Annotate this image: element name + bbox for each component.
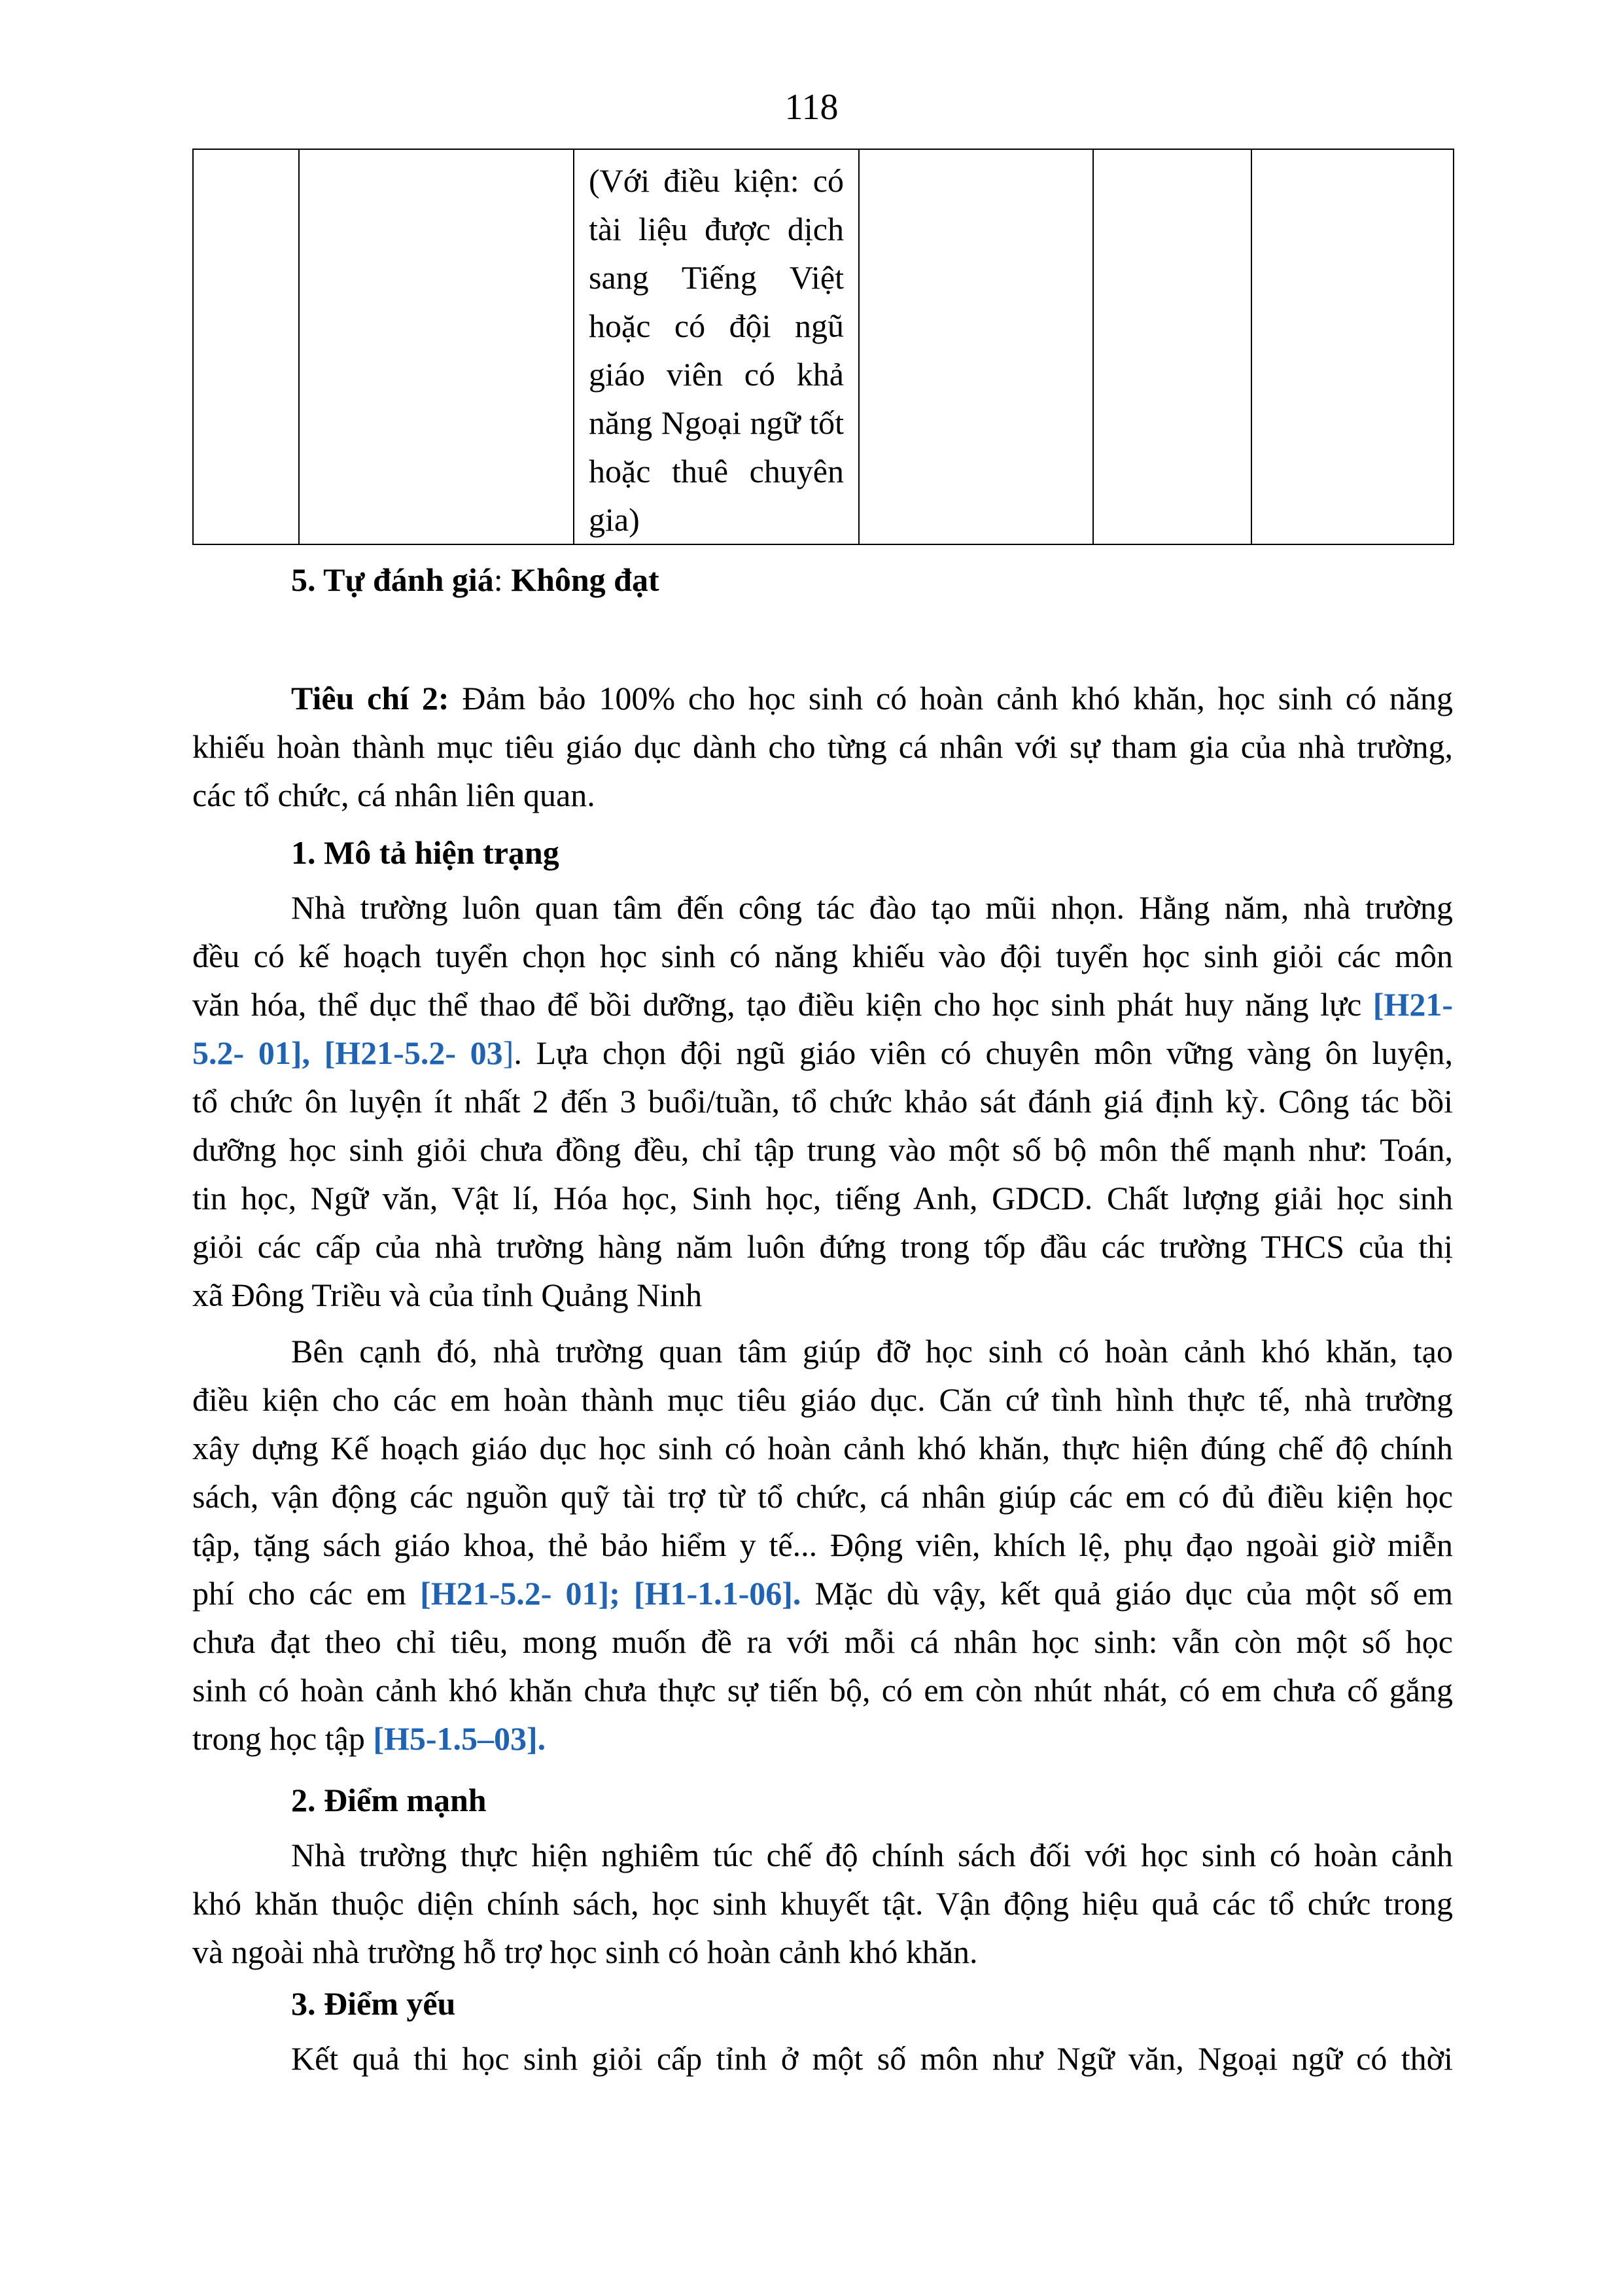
paragraph-line: điều kiện cho các em hoàn thành mục tiêu giáo dục. Căn cứ tình hình thực tế, nhà trường — [192, 1381, 1453, 1418]
table-cell — [1093, 149, 1251, 544]
table-cell — [193, 149, 299, 544]
text-run: phí cho các em — [192, 1575, 421, 1612]
paragraph — [192, 883, 1453, 1319]
condition-line: gia) — [589, 501, 640, 538]
paragraph-line: chưa đạt theo chỉ tiêu, mong muốn đề ra với mỗi cá nhân học sinh: vẫn còn một số học — [192, 1623, 1453, 1660]
evidence-ref-end: ] — [502, 1034, 514, 1071]
paragraph-line: tổ chức ôn luyện ít nhất 2 đến 3 buổi/tuần, tổ chức khảo sát đánh giá định kỳ. Công tác bồi — [192, 1083, 1453, 1120]
table-cell — [299, 149, 574, 544]
paragraph-line — [192, 980, 1453, 1029]
evidence-ref: [H21- — [1372, 986, 1453, 1023]
continuation-table — [192, 149, 1454, 545]
criterion-line: khiếu hoàn thành mục tiêu giáo dục dành cho từng cá nhân với sự tham gia của nhà trường, — [192, 728, 1453, 765]
self-assessment-label: 5. Tự đánh giá — [291, 561, 494, 598]
table-cell — [1251, 149, 1454, 544]
condition-line: hoặc thuê chuyên — [589, 453, 844, 489]
condition-line: năng Ngoại ngữ tốt — [589, 404, 844, 441]
paragraph-line: dưỡng học sinh giỏi chưa đồng đều, chỉ tập trung vào một số bộ môn thế mạnh như: Toán, — [192, 1131, 1453, 1168]
paragraph-line: Bên cạnh đó, nhà trường quan tâm giúp đỡ học sinh có hoàn cảnh khó khăn, tạo — [291, 1333, 1453, 1369]
paragraph-line: tin học, Ngữ văn, Vật lí, Hóa học, Sinh học, tiếng Anh, GDCD. Chất lượng giải học sinh — [192, 1180, 1453, 1216]
paragraph-line — [192, 1029, 1453, 1077]
text-run: Mặc dù vậy, kết quả giáo dục của một số em — [801, 1575, 1453, 1612]
paragraph-line: đều có kế hoạch tuyển chọn học sinh có năng khiếu vào đội tuyển học sinh giỏi các môn — [192, 938, 1453, 974]
condition-line: sang Tiếng Việt — [589, 259, 844, 296]
paragraph — [192, 1831, 1453, 1976]
section-weaknesses — [192, 1979, 1453, 2083]
self-assessment — [192, 556, 1453, 604]
evidence-ref: [H21-5.2- 01]; [H1-1.1-06]. — [420, 1575, 801, 1612]
paragraph-line — [192, 1569, 1453, 1617]
section-strengths — [192, 1776, 1453, 1976]
section-current-state — [192, 828, 1453, 1763]
section-heading: 3. Điểm yếu — [291, 1985, 456, 2022]
criterion-block — [192, 674, 1453, 819]
paragraph-line: giỏi các cấp của nhà trường hàng năm luôn đứng trong tốp đầu các trường THCS của thị — [192, 1228, 1453, 1265]
table-cell-condition — [574, 149, 859, 544]
table-cell — [859, 149, 1093, 544]
condition-line: tài liệu được dịch — [589, 211, 844, 247]
paragraph-line: Nhà trường thực hiện nghiêm túc chế độ chính sách đối với học sinh có hoàn cảnh — [291, 1837, 1453, 1873]
criterion-text: Đảm bảo 100% cho học sinh có hoàn cảnh khó khăn, học sinh có năng — [449, 680, 1453, 716]
paragraph-line: tập, tặng sách giáo khoa, thẻ bảo hiểm y tế... Động viên, khích lệ, phụ đạo ngoài giờ miễn — [192, 1527, 1453, 1563]
evidence-ref: [H5-1.5–03]. — [373, 1720, 546, 1757]
condition-text — [574, 150, 858, 544]
page-number: 118 — [784, 87, 839, 128]
table-row — [193, 149, 1454, 544]
condition-line: hoặc có đội ngũ — [589, 308, 844, 344]
self-assessment-separator: : — [493, 561, 512, 598]
paragraph-line: và ngoài nhà trường hỗ trợ học sinh có hoàn cảnh khó khăn. — [192, 1934, 978, 1970]
condition-line: (Với điều kiện: có — [589, 162, 844, 199]
paragraph-line: Kết quả thi học sinh giỏi cấp tỉnh ở một số môn như Ngữ văn, Ngoại ngữ có thời — [291, 2040, 1453, 2077]
paragraph-line: xã Đông Triều và của tỉnh Quảng Ninh — [192, 1277, 703, 1313]
paragraph-line: sinh có hoàn cảnh khó khăn chưa thực sự tiến bộ, có em còn nhút nhát, có em chưa cố gắng — [192, 1672, 1453, 1708]
section-heading: 1. Mô tả hiện trạng — [291, 834, 559, 871]
criterion-line — [192, 674, 1453, 722]
paragraph-line — [192, 1714, 1453, 1763]
text-run: văn hóa, thể dục thể thao để bồi dưỡng, tạo điều kiện cho học sinh phát huy năng lực — [192, 986, 1373, 1023]
condition-line: giáo viên có khả — [589, 356, 844, 393]
criterion-line: các tổ chức, cá nhân liên quan. — [192, 777, 595, 813]
text-run: trong học tập — [192, 1720, 374, 1757]
paragraph-line: xây dựng Kế hoạch giáo dục học sinh có hoàn cảnh khó khăn, thực hiện đúng chế độ chính — [192, 1430, 1453, 1466]
evidence-ref: 5.2- 01], [H21-5.2- 03 — [192, 1034, 503, 1071]
criterion-label: Tiêu chí 2: — [291, 680, 449, 716]
paragraph — [192, 1327, 1453, 1763]
paragraph-line: khó khăn thuộc diện chính sách, học sinh khuyết tật. Vận động hiệu quả các tổ chức trong — [192, 1885, 1453, 1922]
paragraph-line: Nhà trường luôn quan tâm đến công tác đào tạo mũi nhọn. Hằng năm, nhà trường — [291, 889, 1453, 926]
paragraph-line: sách, vận động các nguồn quỹ tài trợ từ tổ chức, cá nhân giúp các em có đủ điều kiện học — [192, 1478, 1453, 1515]
text-run: . Lựa chọn đội ngũ giáo viên có chuyên môn vững vàng ôn luyện, — [514, 1034, 1453, 1071]
section-heading: 2. Điểm mạnh — [291, 1782, 487, 1818]
self-assessment-value: Không đạt — [511, 561, 659, 598]
paragraph — [192, 2034, 1453, 2083]
